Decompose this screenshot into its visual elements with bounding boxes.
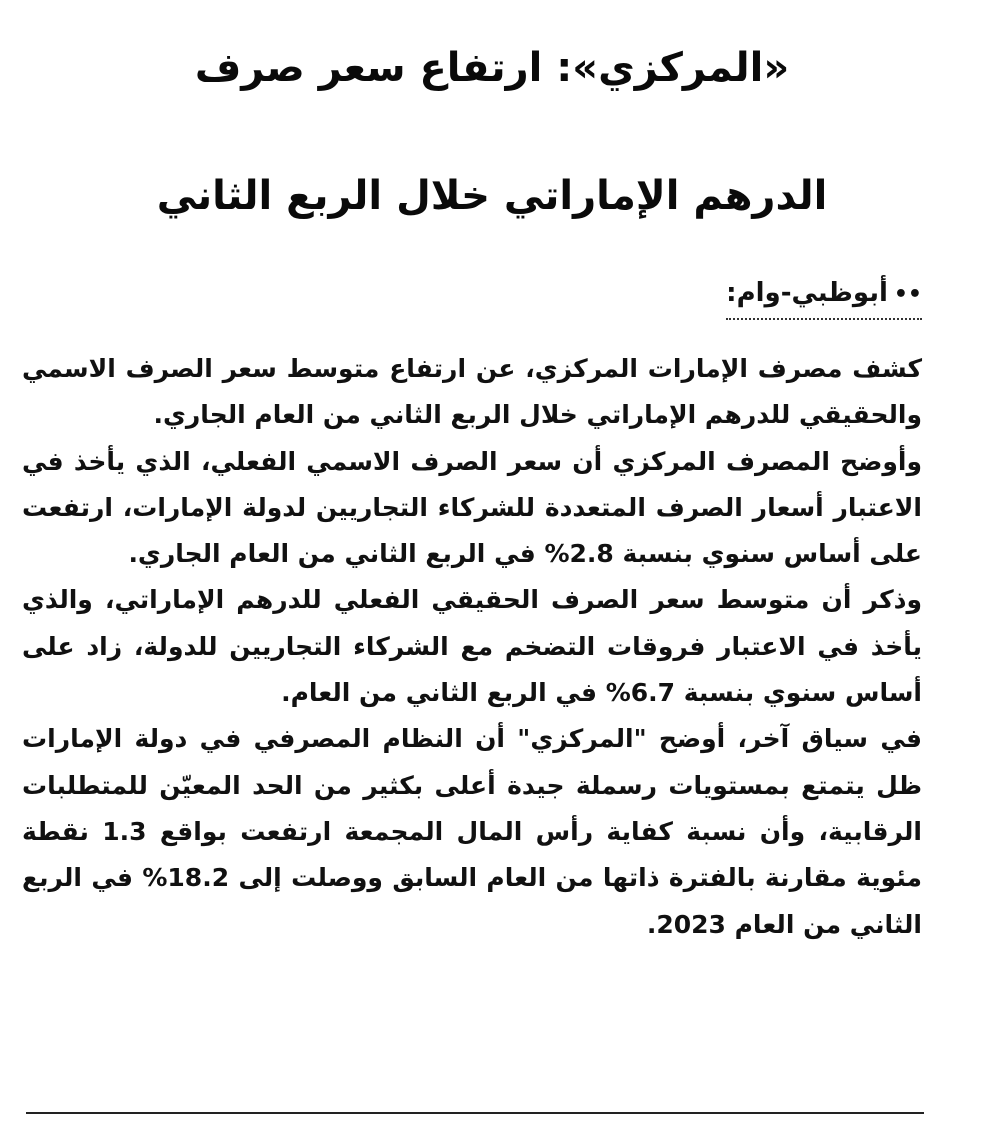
byline-container (726, 276, 922, 322)
paragraph-4: في سياق آخر، أوضح "المركزي" أن النظام المصرفي في دولة الإمارات ظل يتمتع بمستويات رسملة جيدة أعلى بكثير من الحد المعيّن للمتطلبات الرقابية، وأن نسبة كفاية رأس المال المجمعة ارتفعت بواقع 1.3 نقطة مئوية مقارنة بالفترة ذاتها من العام السابق ووصلت إلى 18.2% في الربع الثاني من العام 2023. (22, 724, 922, 939)
headline-line-1: «المركزي»: ارتفاع سعر صرف (194, 45, 790, 91)
paragraph-2: وأوضح المصرف المركزي أن سعر الصرف الاسمي الفعلي، الذي يأخذ في الاعتبار أسعار الصرف المتعددة للشركاء التجاريين لدولة الإمارات، ارتفعت على أساس سنوي بنسبة 2.8% في الربع الثاني من العام الجاري. (22, 446, 922, 569)
headline (10, 4, 974, 260)
paragraph-3: وذكر أن متوسط سعر الصرف الحقيقي الفعلي للدرهم الإماراتي، والذي يأخذ في الاعتبار فروقات التضخم مع الشركاء التجاريين للدولة، زاد على أساس سنوي بنسبة 6.7% في الربع الثاني من العام. (22, 585, 922, 708)
byline (726, 276, 922, 320)
byline-text: أبوظبي-وام: (726, 278, 888, 308)
article-body (22, 346, 922, 948)
headline-line-2: الدرهم الإماراتي خلال الربع الثاني (156, 173, 828, 219)
bottom-divider (26, 1112, 924, 1114)
bullet-dots-icon: •• (893, 282, 922, 307)
paragraph-1: كشف مصرف الإمارات المركزي، عن ارتفاع متوسط سعر الصرف الاسمي والحقيقي للدرهم الإماراتي خلال الربع الثاني من العام الجاري. (22, 354, 922, 430)
